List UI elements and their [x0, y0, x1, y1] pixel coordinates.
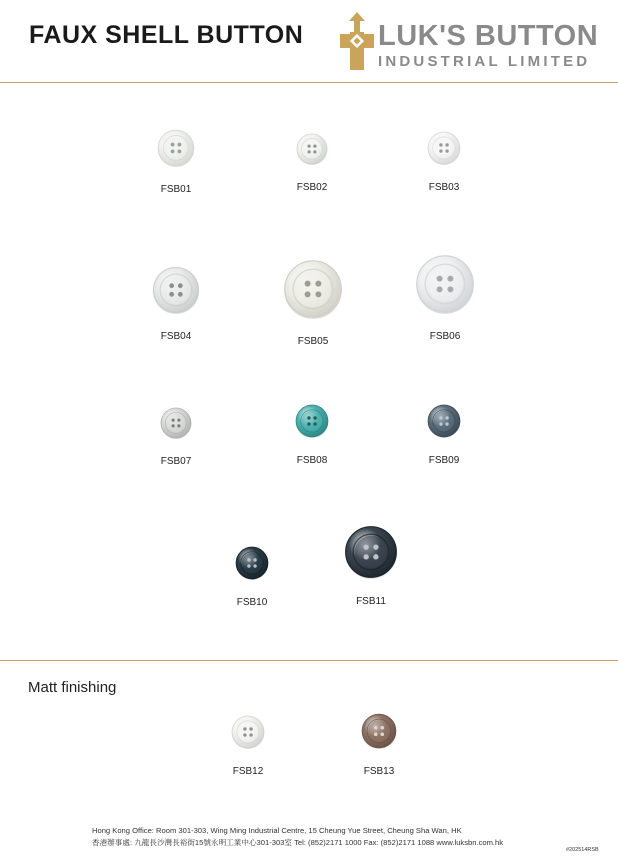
button-fsb04-image — [152, 266, 200, 314]
button-code-label: FSB12 — [232, 766, 264, 777]
button-fsb12-image — [231, 715, 265, 749]
button-code-label: FSB10 — [236, 597, 268, 608]
header-divider — [0, 82, 618, 83]
logo-company-subtitle: INDUSTRIAL LIMITED — [378, 53, 591, 70]
button-code-label: FSB11 — [356, 596, 386, 607]
button-fsb02-image — [296, 133, 328, 165]
button-code-label: FSB08 — [296, 455, 328, 466]
button-fsb11-image — [344, 525, 398, 579]
button-fsb01-image — [157, 129, 195, 167]
button-code-label: FSB05 — [297, 336, 329, 347]
button-fsb07-image — [160, 407, 192, 439]
button-fsb05-image — [283, 259, 343, 319]
button-fsb08-image — [295, 404, 329, 438]
button-code-label: FSB06 — [429, 331, 461, 342]
button-fsb13-image — [361, 713, 397, 749]
button-code-label: FSB09 — [428, 455, 460, 466]
button-code-label: FSB01 — [160, 184, 192, 195]
button-code-label: FSB03 — [428, 182, 460, 193]
footer-address-chinese: 香港辦事處: 九龍長沙灣長裕街15號永明工業中心301-303室 Tel: (852)2171 1000 Fax: (852)2171 1088 www.luksbn.com.hk — [92, 838, 504, 847]
matt-finishing-heading: Matt finishing — [28, 679, 117, 696]
button-fsb03-image — [427, 131, 461, 165]
footer-address-english: Hong Kong Office: Room 301-303, Wing Ming Industrial Centre, 15 Cheung Yue Street, Cheung Sha Wan, HK — [92, 826, 462, 835]
logo-emblem-icon — [340, 12, 374, 70]
button-fsb06-image — [415, 254, 475, 314]
button-code-label: FSB07 — [160, 456, 192, 467]
company-logo — [340, 12, 600, 72]
section-divider — [0, 660, 618, 661]
footer-address — [92, 825, 503, 849]
button-code-label: FSB13 — [363, 766, 395, 777]
button-fsb10-image — [235, 546, 269, 580]
button-fsb09-image — [427, 404, 461, 438]
button-code-label: FSB04 — [160, 331, 192, 342]
logo-company-name: LUK'S BUTTON — [378, 20, 599, 52]
button-code-label: FSB02 — [296, 182, 328, 193]
document-code: #202514RSB — [566, 847, 599, 853]
page-title: FAUX SHELL BUTTON — [29, 21, 304, 49]
